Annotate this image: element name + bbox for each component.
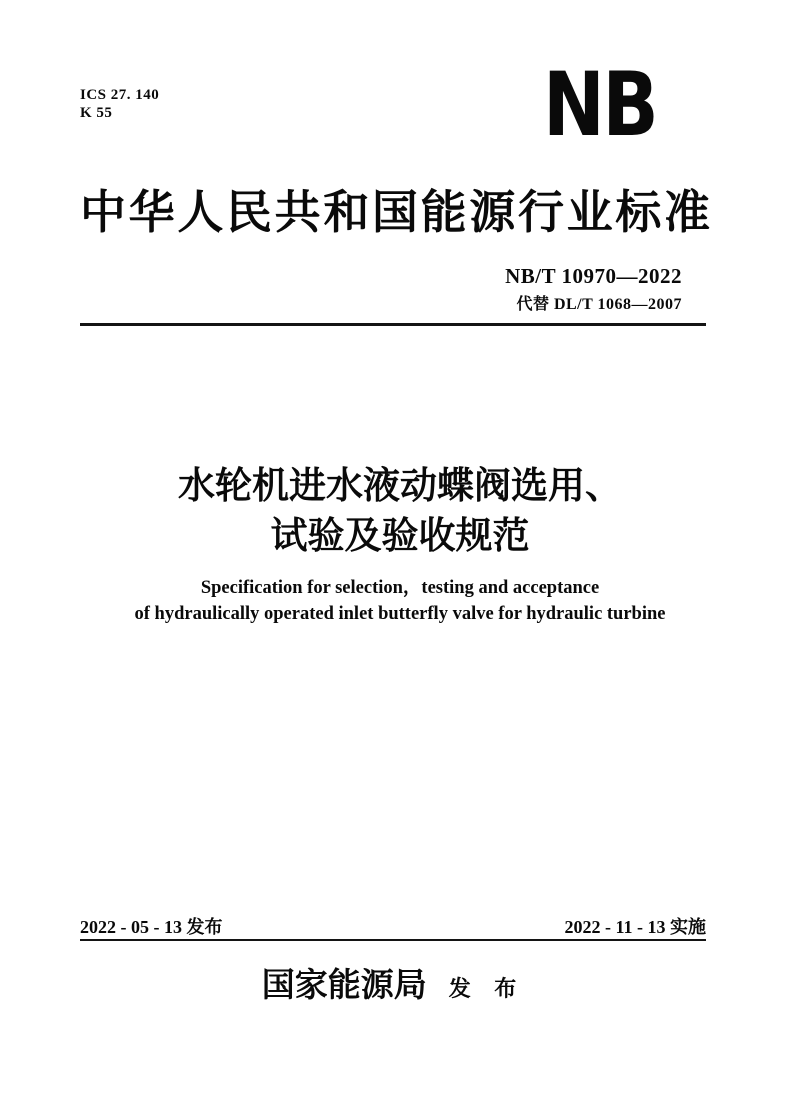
replaced-standard-note: 代替 DL/T 1068—2007: [516, 296, 682, 313]
standard-category-title: 中华人民共和国能源行业标准: [80, 187, 710, 238]
nb-logo: NB: [543, 53, 657, 156]
publish-label: 发 布: [448, 976, 523, 1001]
ics-code: ICS 27. 140: [80, 87, 160, 103]
english-title-line1: Specification for selection，testing and acceptance: [200, 578, 600, 598]
chinese-title: [0, 461, 800, 561]
english-title-line2: of hydraulically operated inlet butterfly valve for hydraulic turbine: [134, 604, 666, 624]
issue-date: 2022 - 05 - 13 发布: [80, 917, 223, 937]
chinese-title-line1: 水轮机进水液动蝶阀选用、: [178, 464, 622, 507]
classification-code: K 55: [80, 105, 113, 121]
implementation-date: 2022 - 11 - 13 实施: [564, 917, 706, 937]
issuer-row: [0, 966, 792, 1006]
bottom-rule: [80, 939, 706, 941]
date-row: [80, 913, 706, 939]
issuing-authority: 国家能源局: [261, 968, 427, 1004]
standard-number: NB/T 10970—2022: [505, 264, 682, 288]
chinese-title-line2: 试验及验收规范: [270, 514, 530, 557]
english-title: [0, 575, 800, 627]
top-rule: [80, 323, 706, 326]
